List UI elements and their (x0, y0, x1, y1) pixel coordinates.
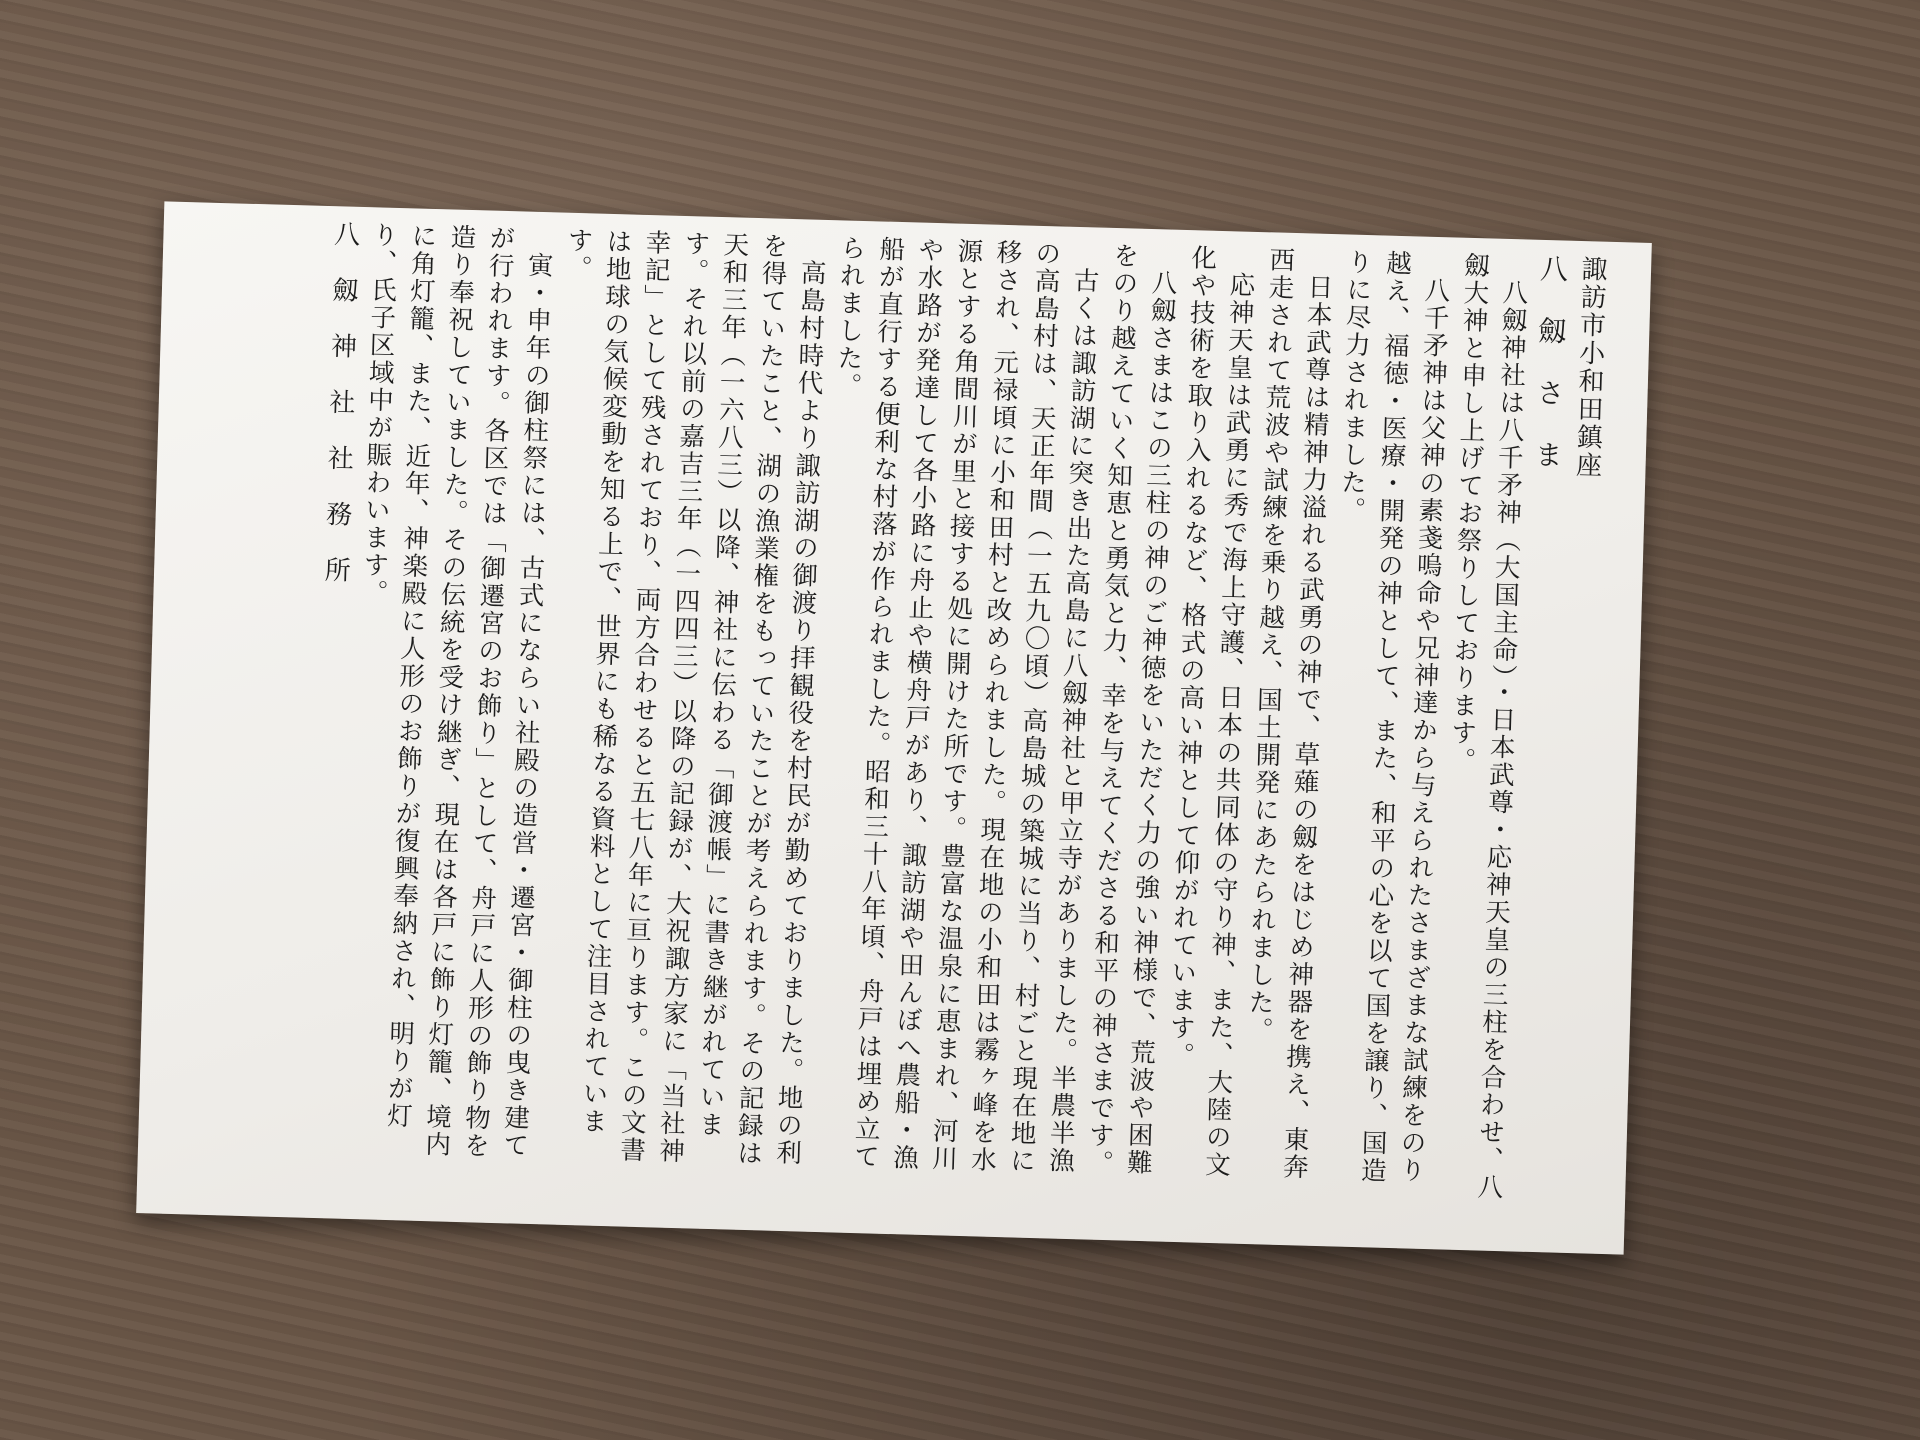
shrine-location: 諏訪市小和田鎮座 (1571, 254, 1608, 480)
leaflet-title: 八劔さま (1529, 253, 1570, 503)
paragraph-1: 八劔神社は八千矛神（大国主命）・日本武尊・応神天皇の三柱を合わせ、八劔大神と申し上げてお祭りしております。 (1445, 251, 1529, 1201)
paragraph-3: 日本武尊は精神力溢れる武勇の神で、草薙の劔をはじめ神器を携え、東奔西走されて荒波や試練を乗り越え、国土開発にあたられました。 (1243, 246, 1334, 1181)
shrine-leaflet (136, 201, 1652, 1254)
paragraph-4: 応神天皇は武勇に秀で海上守護、日本の共同体の守り神、また、大陸の文化や技術を取り入れるなど、格式の高い神として仰がれています。 (1164, 244, 1256, 1179)
paragraph-8: 寅・申年の御柱祭には、古式にならい社殿の造営・遷宮・御柱の曳き建てが行われます。各区では「御遷宮のお飾り」として、舟戸に人形の飾り物を造り奉祝していました。その伝統を受け継ぎ、現在は各戸に飾り灯籠、境内に角灯籠、また、近年、神楽殿に人形のお飾りが復興奉納され、明りが灯り、氏子区域中が賑わいます。 (358, 221, 555, 1160)
paragraph-2: 八千矛神は父神の素戔嗚命や兄神達から与えられたさまざまな試練をのり越え、福徳・医療・開発の神として、また、和平の心を以て国を譲り、国造りに尽力されました。 (1335, 248, 1451, 1185)
shrine-office-signature: 八劔神社社務所 (319, 220, 360, 613)
paragraph-7: 高島村時代より諏訪湖の御渡り拝観役を村民が勤めておりました。地の利を得ていたこと、湖の漁業権をもっていたことが考えられます。その記録は天和三年（一六八三）以降、神社に伝わる「御渡帳」に書き継がれています。それ以前の嘉吉三年（一四四三）以降の記録が、大祝諏方家に「当社神幸記」として残されており、両方合わせると五七八年に亘ります。この文書は地球の気候変動を知る上で、世界にも稀なる資料として注目されています。 (562, 226, 828, 1168)
leaflet-vertical-text (165, 216, 1611, 1215)
paragraph-6: 古くは諏訪湖に突き出た高島に八劔神社と甲立寺がありました。半農半漁の高島村は、天正年間（一五九〇頃）高島城の築城に当り、村ごと現在地に移され、元禄頃に小和田村と改められました。現在地の小和田は霧ヶ峰を水源とする角間川が里と接する処に開けた所です。豊富な温泉に恵まれ、河川や水路が発達して各小路に舟止や横舟戸があり、諏訪湖や田んぼへ農船・漁船が直行する便利な村落が作られました。昭和三十八年頃、舟戸は埋め立てられました。 (832, 234, 1100, 1176)
paragraph-5: 八劔さまはこの三柱の神のご神徳をいただく力の強い神様で、荒波や困難をのり越えていく知恵と勇気と力、幸を与えてくださる和平の神さまです。 (1083, 241, 1178, 1178)
